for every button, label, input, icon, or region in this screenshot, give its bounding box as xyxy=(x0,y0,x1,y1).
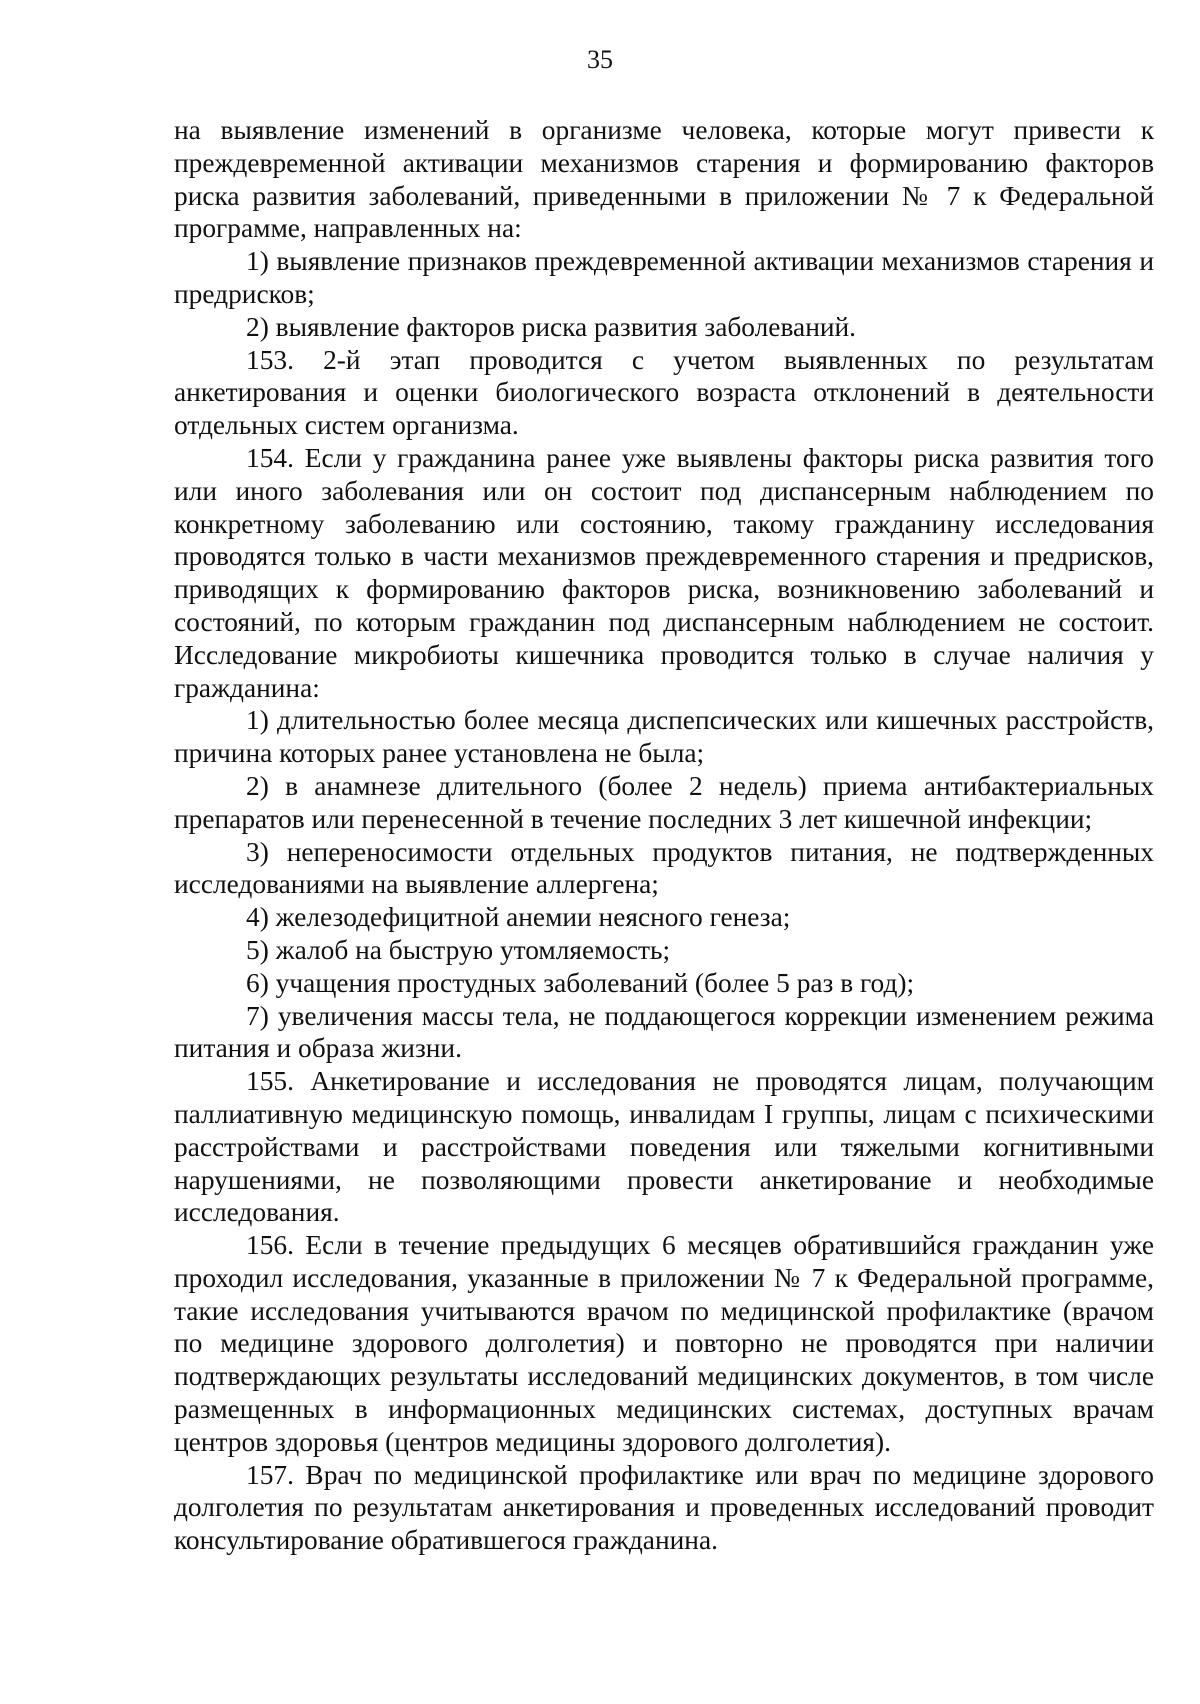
paragraph: на выявление изменений в организме человека, которые могут привести к преждевременной активации механизмов старения и формированию факторов риска развития заболеваний, приведенными в приложении № 7 к Федеральной программе, направленных на: xyxy=(174,115,1154,244)
clause-155: 155. Анкетирование и исследования не проводятся лицам, получающим паллиативную медицинскую помощь, инвалидам I группы, лицам с психическими расстройствами и расстройствами поведения или тяжелыми когнитивными нарушениями, не позволяющими провести анкетирование и необходимые исследования. xyxy=(174,1066,1154,1228)
list-item: 4) железодефицитной анемии неясного генеза; xyxy=(246,902,791,933)
clause-157: 157. Врач по медицинской профилактике или врач по медицине здорового долголетия по результатам анкетирования и проведенных исследований проводит консультирование обратившегося гражданина. xyxy=(174,1459,1154,1556)
list-item: 6) учащения простудных заболеваний (более 5 раз в год); xyxy=(246,967,915,998)
clause-156: 156. Если в течение предыдущих 6 месяцев обратившийся гражданин уже проходил исследования, указанные в приложении № 7 к Федеральной программе, такие исследования учитываются врачом по медицинской профилактике (врачом по медицине здорового долголетия) и повторно не проводятся при наличии подтверждающих результаты исследований медицинских документов, в том числе размещенных в информационных медицинских системах, доступных врачам центров здоровья (центров медицины здорового долголетия). xyxy=(174,1230,1154,1457)
clause-153: 153. 2-й этап проводится с учетом выявленных по результатам анкетирования и оценки биологического возраста отклонений в деятельности отдельных систем организма. xyxy=(174,344,1154,441)
list-item: 5) жалоб на быструю утомляемость; xyxy=(246,934,671,965)
list-item: 1) длительностью более месяца диспепсических или кишечных расстройств, причина которых ранее установлена не была; xyxy=(174,705,1154,769)
list-item: 1) выявление признаков преждевременной активации механизмов старения и предрисков; xyxy=(174,246,1154,309)
document-body xyxy=(174,114,1154,1557)
list-item: 3) непереносимости отдельных продуктов питания, не подтвержденных исследованиями на выявление аллергена; xyxy=(174,836,1154,900)
list-item: 2) в анамнезе длительного (более 2 недель) приема антибактериальных препаратов или перенесенной в течение последних 3 лет кишечной инфекции; xyxy=(174,770,1154,834)
clause-154: 154. Если у гражданина ранее уже выявлены факторы риска развития того или иного заболевания или он состоит под диспансерным наблюдением по конкретному заболеванию или состоянию, такому гражданину исследования проводятся только в части механизмов преждевременного старения и предрисков, приводящих к формированию факторов риска, возникновению заболеваний и состояний, по которым гражданин под диспансерным наблюдением не состоит. Исследование микробиоты кишечника проводится только в случае наличия у гражданина: xyxy=(174,442,1154,703)
list-item: 7) увеличения массы тела, не поддающегося коррекции изменением режима питания и образа жизни. xyxy=(174,1000,1154,1064)
page-number: 35 xyxy=(587,45,613,74)
list-item: 2) выявление факторов риска развития заболеваний. xyxy=(246,311,857,342)
